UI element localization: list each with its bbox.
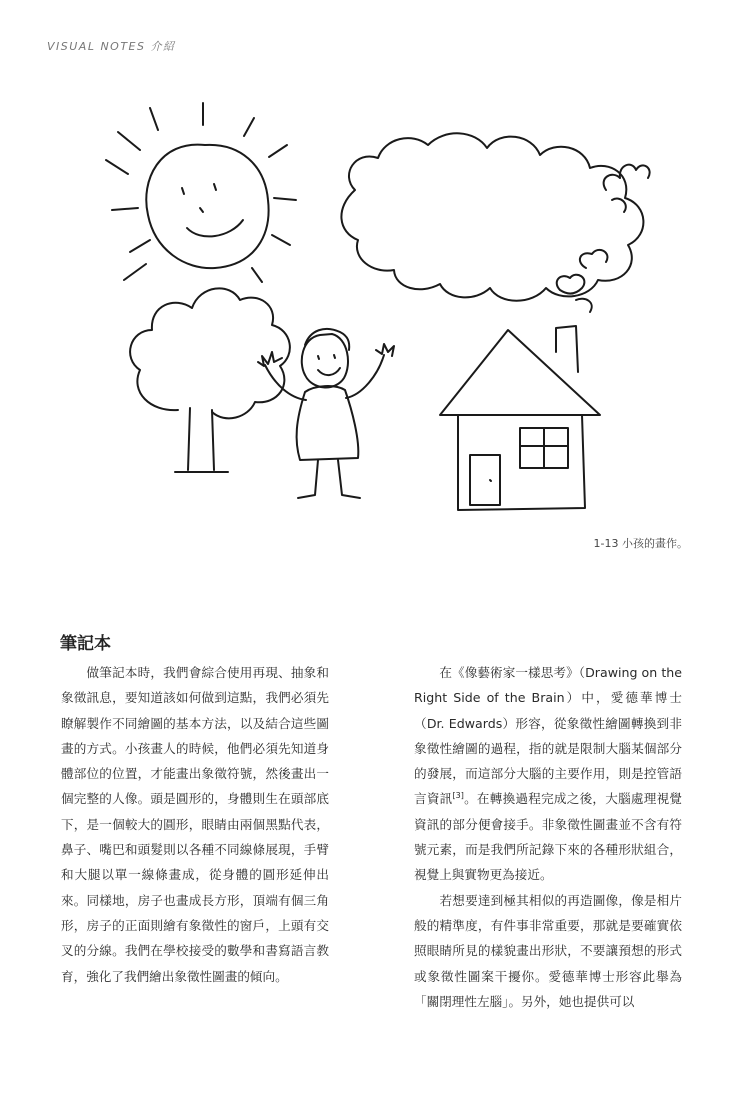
right-paragraph-1-text-cont: 。在轉換過程完成之後，大腦處理視覺資訊的部分便會接手。非象徵性圖畫並不含有符號元素，而是我們所記錄下來的各種形狀組合，視覺上與實物更為接近。 xyxy=(414,791,683,883)
house-drawing xyxy=(440,326,600,510)
person-drawing xyxy=(258,329,394,498)
sun-drawing xyxy=(106,103,296,282)
right-paragraph-1-text: 在《像藝術家一樣思考》（Drawing on the Right Side of the Brain）中，愛德華博士（Dr. Edwards）形容，從象徵性繪圖轉換到非象徵性繪圖的過程，指的就是限制大腦某個部分的發展，而這部分大腦的主要作用，則是控管語言資訊 xyxy=(414,665,682,807)
cloud-drawing xyxy=(341,133,643,300)
right-column xyxy=(414,660,682,1014)
section-title: 筆記本 xyxy=(60,634,111,654)
left-column xyxy=(61,660,329,989)
right-paragraph-1 xyxy=(414,660,682,888)
right-paragraph-2: 若想要達到極其相似的再造圖像，像是相片般的精準度，有件事非常重要，那就是要確實依照眼睛所見的樣貌畫出形狀，不要讓預想的形式或象徵性圖案干擾你。愛德華博士形容此舉為「關閉理性左腦」。另外，她也提供可以 xyxy=(414,892,682,1009)
left-paragraph: 做筆記本時，我們會綜合使用再現、抽象和象徵訊息，要知道該如何做到這點，我們必須先瞭解製作不同繪圖的基本方法，以及結合這些圖畫的方式。小孩畫人的時候，他們必須先知道身體部位的位置，才能畫出象徵符號，然後畫出一個完整的人像。頭是圓形的，身體則生在頭部底下，是一個較大的圓形，眼睛由兩個黑點代表，鼻子、嘴巴和頭髮則以各種不同線條展現，手臂和大腿以單一線條畫成，從身體的圓形延伸出來。同樣地，房子也畫成長方形，頂端有個三角形，房子的正面則繪有象徵性的窗戶，上頭有交叉的分線。我們在學校接受的數學和書寫語言教育，強化了我們繪出象徵性圖畫的傾向。 xyxy=(61,665,329,984)
tree-drawing xyxy=(130,288,290,472)
running-head: VISUAL NOTES 介紹 xyxy=(47,40,176,53)
smoke-drawing xyxy=(557,165,650,312)
footnote-marker: [3] xyxy=(452,791,464,801)
figure-caption: 1-13 小孩的畫作。 xyxy=(593,537,688,550)
